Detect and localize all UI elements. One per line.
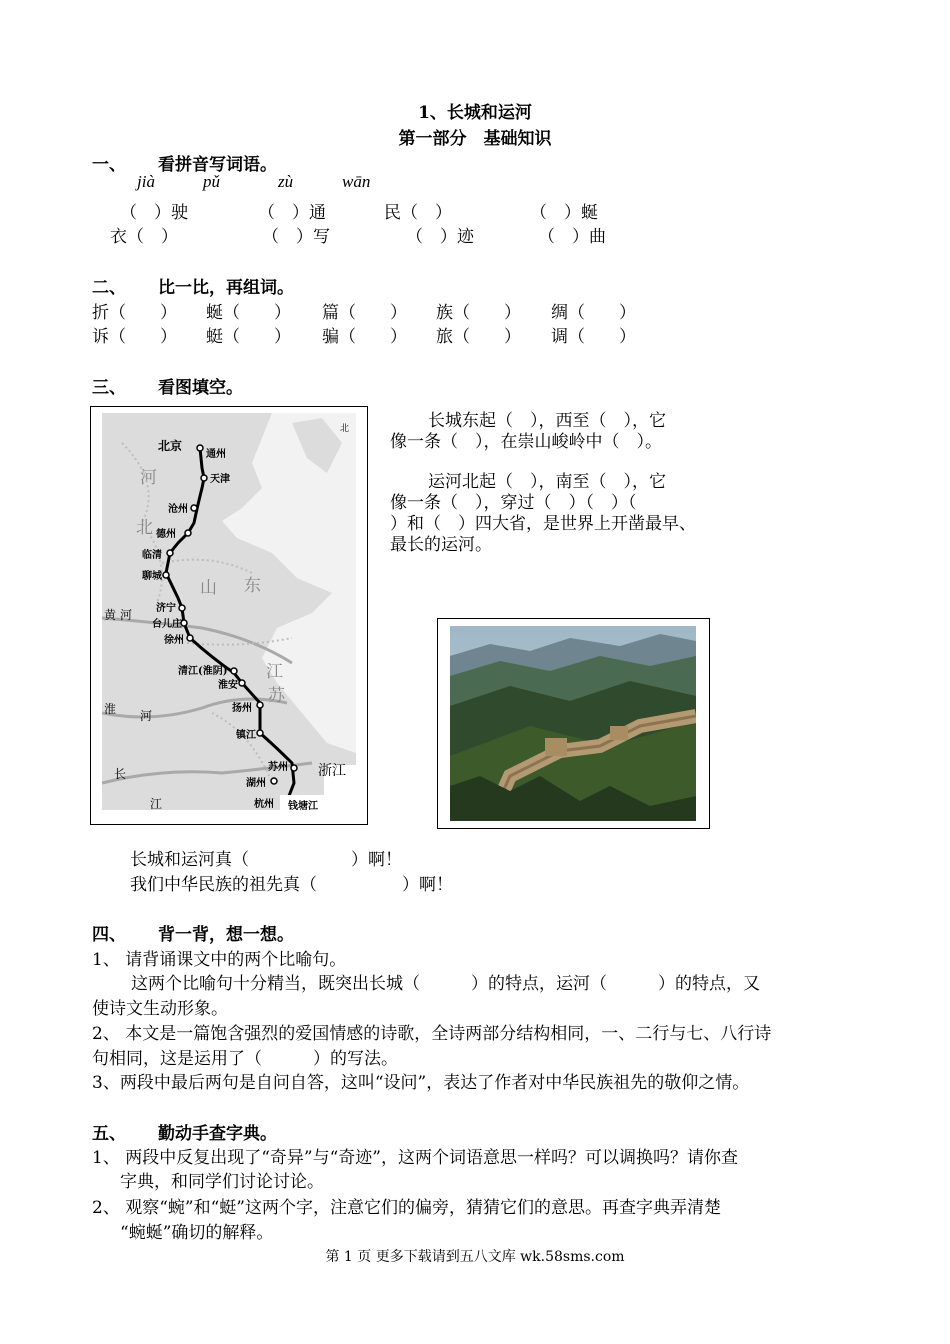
map-region: 苏 [268,686,285,706]
map-label: 天津 [210,474,230,485]
compare-item: 族（ ） [436,303,521,323]
compare-item: 旅（ ） [436,327,521,347]
map-region: 山 [200,578,217,598]
map-region: 东 [244,576,261,596]
map-label-zhejiang: 浙江 [318,763,346,779]
canal-map [102,413,356,810]
pinyin-1: jià [137,172,155,191]
map-label: 聊城 [142,571,162,582]
sec5-heading: 勤动手查字典。 [158,1124,277,1144]
fill-canal-line2: 像一条（ ），穿过（ ）（ ）（ [390,493,637,513]
sec2-number: 二、 [92,278,126,298]
word-blank: （ ）迹 [406,227,474,247]
map-label-beijing: 北京 [158,439,183,453]
compare-item: 绸（ ） [551,303,636,323]
compass-north-icon: 北 [340,424,350,434]
sec5-line: 2、 观察“蜿”和“蜓”这两个字，注意它们的偏旁，猜猜它们的意思。再查字典弄清楚 [92,1198,721,1218]
pinyin-2: pǔ [203,172,220,191]
map-label: 钱塘江 [288,801,318,810]
map-label: 通州 [206,449,226,460]
fill-canal-line4: 最长的运河。 [390,535,492,555]
sentence-2: 我们中华民族的祖先真（ ）啊！ [130,875,453,895]
map-region: 河 [140,468,157,488]
map-label: 徐州 [164,635,184,646]
map-region: 河 [140,709,153,723]
sec4-line: 2、 本文是一篇饱含强烈的爱国情感的诗歌，全诗两部分结构相同，一、二行与七、八行诗 [92,1024,772,1044]
sec4-number: 四、 [92,925,126,945]
map-label: 淮安 [218,680,238,691]
map-region: 河 [120,608,133,622]
map-label: 镇江 [236,730,256,741]
word-blank: （ ）通 [258,203,326,223]
compare-item: 诉（ ） [92,327,177,347]
sec4-line: 句相同，这是运用了（ ）的写法。 [92,1049,398,1069]
fill-wall-line2: 像一条（ ），在崇山峻岭中（ ）。 [390,432,662,452]
page-title: 1、长城和运河 [418,103,532,123]
map-label: 德州 [156,529,176,540]
pinyin-3: zù [278,172,294,191]
map-label: 济宁 [156,603,176,614]
great-wall-drawing [450,626,696,821]
map-region: 淮 [104,702,117,716]
map-region: 江 [150,797,163,810]
map-region: 江 [266,662,283,682]
word-blank: （ ）写 [262,227,330,247]
great-wall-photo [450,626,696,821]
map-label: 临清 [142,550,162,561]
sec5-line: “蜿蜒”确切的解释。 [120,1223,274,1243]
map-label: 台儿庄 [152,619,182,630]
map-label: 湖州 [246,778,266,789]
sec1-number: 一、 [92,155,126,175]
compare-item: 蜓（ ） [206,327,291,347]
map-label: 杭州 [254,799,274,810]
compare-item: 折（ ） [92,303,177,323]
pinyin-4: wān [342,172,371,191]
sec3-number: 三、 [92,378,126,398]
sec5-line: 字典，和同学们讨论讨论。 [120,1172,324,1192]
sentence-1: 长城和运河真（ ）啊！ [130,850,402,870]
sec3-heading: 看图填空。 [158,378,243,398]
map-label: 扬州 [232,703,252,714]
compare-item: 篇（ ） [322,303,407,323]
map-region: 黄 [104,608,117,622]
sec5-number: 五、 [92,1124,126,1144]
word-blank: （ ）驶 [120,203,188,223]
page-footer: 第 1 页 更多下载请到五八文库 wk.58sms.com [325,1249,625,1265]
compare-item: 蜒（ ） [206,303,291,323]
word-blank: （ ）曲 [538,227,606,247]
sec4-line: 使诗文生动形象。 [92,999,228,1019]
sec4-heading: 背一背，想一想。 [158,925,294,945]
compare-item: 骗（ ） [322,327,407,347]
sec4-line: 这两个比喻句十分精当，既突出长城（ ）的特点，运河（ ）的特点，又 [131,974,760,994]
map-label: 清江(淮阴) [178,666,228,677]
map-label: 苏州 [268,762,288,773]
map-region: 长 [114,767,127,781]
map-region: 北 [136,518,153,538]
fill-canal-line1: 运河北起（ ），南至（ ），它 [428,472,666,492]
sec4-line: 3、两段中最后两句是自问自答，这叫“设问”，表达了作者对中华民族祖先的敬仰之情。 [92,1073,750,1093]
fill-wall-line1: 长城东起（ ），西至（ ），它 [428,411,666,431]
sec5-line: 1、 两段中反复出现了“奇异”与“奇迹”，这两个词语意思一样吗？可以调换吗？请你查 [92,1148,738,1168]
sec1-heading: 看拼音写词语。 [158,155,277,175]
word-blank: 民（ ） [384,203,452,223]
compare-item: 调（ ） [551,327,636,347]
word-blank: 衣（ ） [110,227,178,247]
page-subtitle: 第一部分 基础知识 [398,129,552,149]
sec4-line: 1、 请背诵课文中的两个比喻句。 [92,950,347,970]
sec2-heading: 比一比，再组词。 [158,278,294,298]
word-blank: （ ）蜒 [530,203,598,223]
fill-canal-line3: ）和（ ）四大省，是世界上开凿最早、 [390,514,696,534]
map-label: 沧州 [168,504,188,515]
